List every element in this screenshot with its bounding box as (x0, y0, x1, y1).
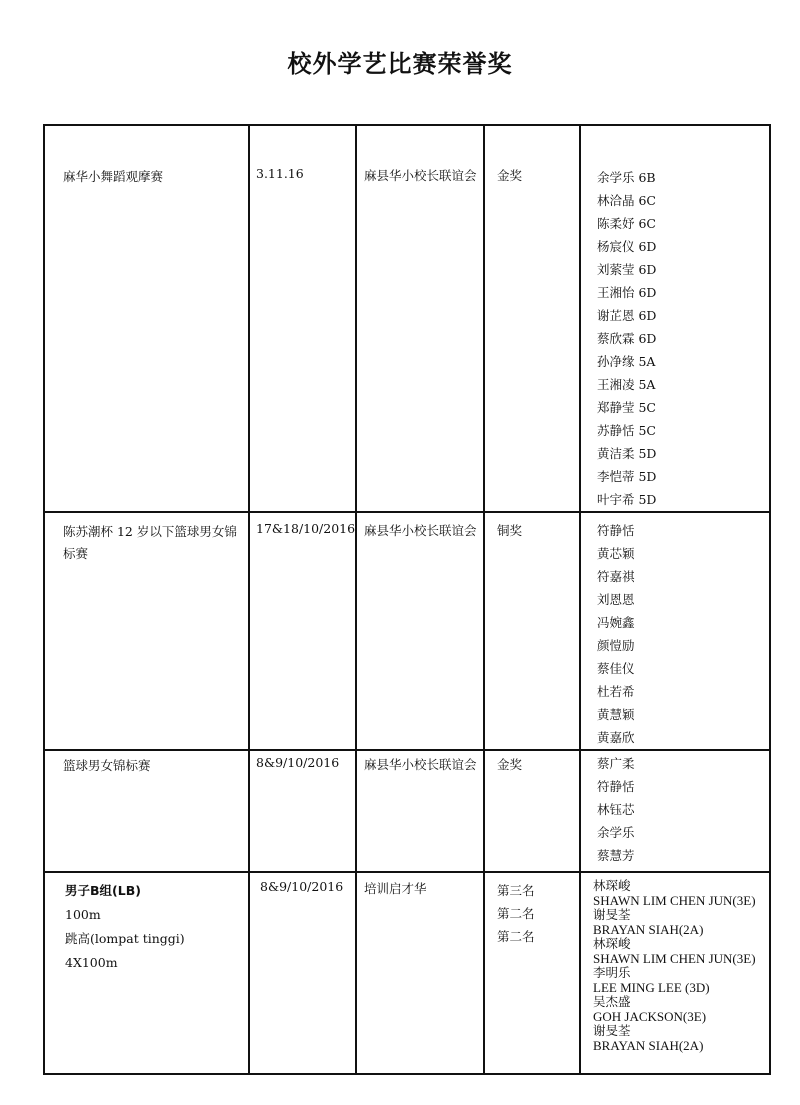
date-cell: 3.11.16 (249, 125, 356, 512)
list-item: 第二名 (497, 929, 535, 944)
list-item: 第二名 (497, 906, 535, 921)
names-cell (580, 872, 770, 1074)
names-list (597, 519, 769, 749)
date-cell: 8&9/10/2016 (249, 750, 356, 872)
list-item: 郑静莹 5C (597, 400, 656, 415)
list-item: 刘恩恩 (597, 592, 635, 607)
list-item: 蔡慧芳 (597, 848, 635, 863)
list-item: 冯婉鑫 (597, 615, 635, 630)
placings-list (497, 879, 579, 948)
list-item: 蔡佳仪 (597, 661, 635, 676)
list-item: 黄慧颖 (597, 707, 635, 722)
list-item: 余学乐 6B (597, 170, 656, 185)
table-row (44, 750, 770, 872)
list-item: 陈柔妤 6C (597, 216, 656, 231)
names-cell (580, 125, 770, 512)
event-cell: 陈苏潮杯 12 岁以下篮球男女锦标赛 (44, 512, 249, 750)
list-item: 4X100m (65, 955, 118, 970)
list-item: 第三名 (497, 883, 535, 898)
event-cell: 篮球男女锦标赛 (44, 750, 249, 872)
list-item: 孙净缘 5A (597, 354, 656, 369)
list-item: 林琛峻 (593, 879, 631, 893)
event-heading: 男子B组(LB) (65, 883, 141, 898)
organizer-cell: 麻县华小校长联谊会 (356, 512, 484, 750)
list-item: 王湘凌 5A (597, 377, 656, 392)
list-item: 谢芷恩 6D (597, 308, 657, 323)
date-cell: 17&18/10/2016 (249, 512, 356, 750)
list-item: 王湘怡 6D (597, 285, 657, 300)
list-item: 吴杰盛 (593, 995, 631, 1009)
list-item: 谢旻荃 (593, 1024, 631, 1038)
page-title: 校外学艺比赛荣誉奖 (287, 50, 513, 78)
table-row (44, 512, 770, 750)
award-cell: 金奖 (484, 750, 580, 872)
event-items (65, 903, 248, 975)
award-cell: 金奖 (484, 125, 580, 512)
event-cell: 麻华小舞蹈观摩赛 (44, 125, 249, 512)
list-item: 林钰芯 (597, 802, 635, 817)
list-item: 黄嘉欣 (597, 730, 635, 745)
list-item: 杜若希 (597, 684, 635, 699)
names-cell (580, 750, 770, 872)
table-row (44, 125, 770, 512)
names-list (597, 752, 769, 867)
list-item: BRAYAN SIAH(2A) (593, 1037, 704, 1053)
list-item: 100m (65, 907, 101, 922)
list-item: 黄芯颖 (597, 546, 635, 561)
list-item: 杨宸仪 6D (597, 239, 657, 254)
list-item: 谢旻荃 (593, 908, 631, 922)
event-cell (44, 872, 249, 1074)
organizer-cell: 培训启才华 (356, 872, 484, 1074)
awards-table (43, 124, 771, 1075)
names-cell (580, 512, 770, 750)
list-item: 跳高(lompat tinggi) (65, 931, 185, 946)
list-item: 苏静恬 5C (597, 423, 656, 438)
list-item: 符静恬 (597, 523, 635, 538)
organizer-cell: 麻县华小校长联谊会 (356, 125, 484, 512)
list-item: GOH JACKSON(3E) (593, 1008, 707, 1024)
list-item: 蔡欣霖 6D (597, 331, 657, 346)
list-item: 蔡广柔 (597, 756, 635, 771)
list-item: BRAYAN SIAH(2A) (593, 921, 704, 937)
list-item: 余学乐 (597, 825, 635, 840)
list-item: 符静恬 (597, 779, 635, 794)
list-item: 林洽晶 6C (597, 193, 656, 208)
list-item: 林琛峻 (593, 937, 631, 951)
list-item: 李明乐 (593, 966, 631, 980)
list-item: 黄洁柔 5D (597, 446, 657, 461)
list-item: SHAWN LIM CHEN JUN(3E) (593, 950, 756, 966)
list-item: 颜愷励 (597, 638, 635, 653)
award-cell: 铜奖 (484, 512, 580, 750)
names-list (597, 166, 769, 511)
list-item: 叶宇希 5D (597, 492, 657, 507)
list-item: 符嘉祺 (597, 569, 635, 584)
list-item: SHAWN LIM CHEN JUN(3E) (593, 892, 756, 908)
list-item: 刘萦莹 6D (597, 262, 657, 277)
placing-cell (484, 872, 580, 1074)
date-cell: 8&9/10/2016 (249, 872, 356, 1074)
organizer-cell: 麻县华小校长联谊会 (356, 750, 484, 872)
list-item: LEE MING LEE (3D) (593, 979, 710, 995)
names-list (593, 879, 769, 1053)
table-row (44, 872, 770, 1074)
list-item: 李恺蒂 5D (597, 469, 657, 484)
